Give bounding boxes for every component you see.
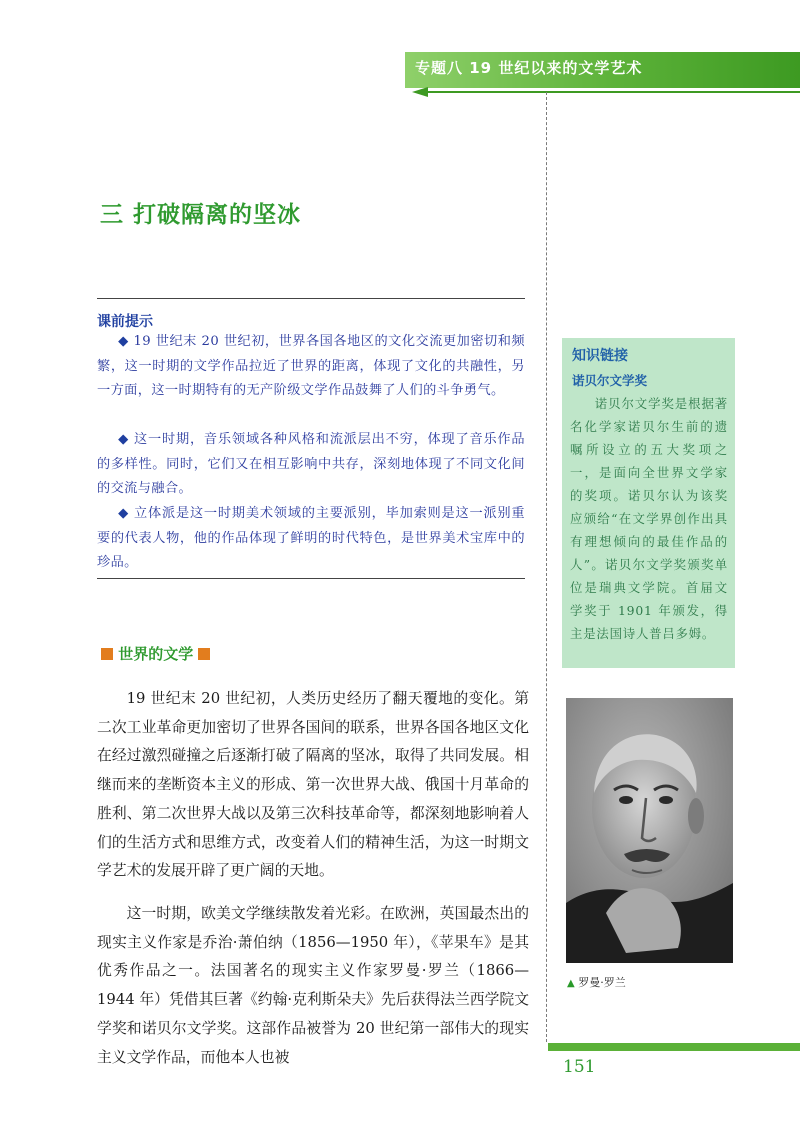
preview-item (97, 330, 525, 404)
arrow-left-icon (412, 87, 428, 97)
diamond-bullet-icon: ◆ (118, 334, 129, 349)
knowledge-link-subtitle: 诺贝尔文学奖 (572, 373, 648, 388)
body-paragraph: 这一时期，欧美文学继续散发着光彩。在欧洲，英国最杰出的现实主义作家是乔治·萧伯纳（1856—1950 年），《苹果车》是其优秀作品之一。法国著名的现实主义作家罗曼·罗兰（1866—1944 年）凭借其巨著《约翰·克利斯朵夫》先后获得法兰西学院文学奖和诺贝尔文学奖。这部作品被誉为 20 世纪第一部伟大的现实主义文学作品，而他本人也被 (97, 905, 529, 1066)
preview-bottom-rule (97, 578, 525, 579)
subsection-heading (101, 643, 210, 664)
page-number: 151 (563, 1057, 596, 1077)
knowledge-link-body: 诺贝尔文学奖是根据著名化学家诺贝尔生前的遗嘱所设立的五大奖项之一，是面向全世界文学家的奖项。诺贝尔认为该奖应颁给“在文学界创作出具有理想倾向的最佳作品的人”。诺贝尔文学奖颁奖单位是瑞典文学院。首届文学奖于 1901 年颁发，得主是法国诗人普吕多姆。 (570, 396, 728, 641)
body-paragraph: 19 世纪末 20 世纪初，人类历史经历了翻天覆地的变化。第二次工业革命更加密切了世界各国间的联系，世界各国各地区文化在经过激烈碰撞之后逐渐打破了隔离的坚冰，取得了共同发展。相继而来的垄断资本主义的形成、第一次世界大战、俄国十月革命的胜利、第二次世界大战以及第三次科技革命等，都深刻地影响着人们的生活方式和思维方式，改变着人们的精神生活，为这一时期文学艺术的发展开辟了更广阔的天地。 (97, 690, 529, 880)
preview-item (97, 502, 525, 576)
section-title: 三 打破隔离的坚冰 (100, 202, 302, 228)
preview-item-text: 这一时期，音乐领域各种风格和流派层出不穷，体现了音乐作品的多样性。同时，它们又在相互影响中共存，深刻地体现了不同文化间的交流与融合。 (97, 432, 525, 496)
preview-item-text: 19 世纪末 20 世纪初，世界各国各地区的文化交流更加密切和频繁，这一时期的文学作品拉近了世界的距离，体现了文化的共融性，另一方面，这一时期特有的无产阶级文学作品鼓舞了人们的斗争勇气。 (97, 334, 526, 398)
preview-heading: 课前提示 (97, 314, 153, 330)
orange-square-icon (101, 648, 113, 660)
margin-divider (546, 92, 547, 1042)
preview-item (97, 428, 525, 502)
diamond-bullet-icon: ◆ (118, 432, 130, 447)
chapter-title: 专题八 19 世纪以来的文学艺术 (415, 59, 643, 77)
portrait-photo (566, 698, 733, 963)
orange-square-icon (198, 648, 210, 660)
diamond-bullet-icon: ◆ (118, 506, 130, 521)
footer-bar (548, 1043, 800, 1051)
preview-top-rule (97, 298, 525, 299)
knowledge-link-heading: 知识链接 (572, 348, 628, 364)
triangle-marker-icon: ▲ (567, 978, 575, 989)
preview-item-text: 立体派是这一时期美术领域的主要派别，毕加索则是这一派别重要的代表人物，他的作品体现了鲜明的时代特色，是世界美术宝库中的珍品。 (97, 506, 525, 570)
subsection-heading-text: 世界的文学 (118, 645, 194, 663)
portrait-caption (567, 974, 626, 990)
portrait-caption-text: 罗曼·罗兰 (578, 976, 626, 989)
header-divider (428, 91, 800, 93)
